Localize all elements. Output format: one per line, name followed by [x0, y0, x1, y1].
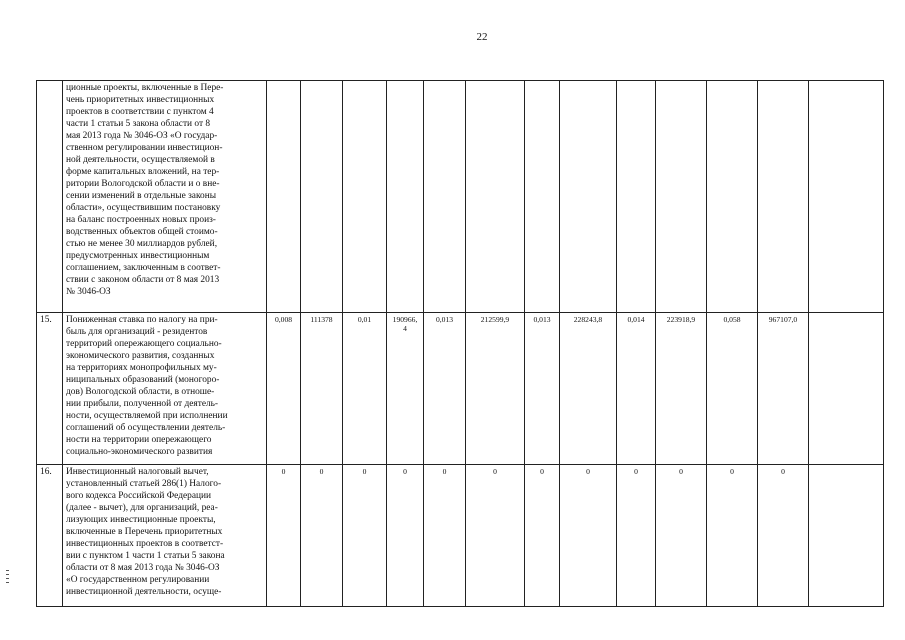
value-cell: 0 [758, 465, 809, 607]
value-cell: 190966, 4 [387, 313, 424, 465]
value-cell: 0 [560, 465, 617, 607]
value-cell: 0 [424, 465, 466, 607]
value-cell [809, 81, 884, 313]
value-cell [343, 81, 387, 313]
tax-benefits-table [36, 80, 884, 607]
row-index [37, 81, 63, 313]
page-number: 22 [476, 31, 488, 43]
value-cell: 0 [466, 465, 525, 607]
value-cell: 111378 [301, 313, 343, 465]
row-description: Инвестиционный налоговый вычет, установленный статьей 286(1) Налого- вого кодекса Российской Федерации (далее - вычет), для организаций, реа- лизующих инвестиционные проекты, включенные в Перечень приоритетных инвестиционных проектов в соответст- вии с пунктом 1 части 1 статьи 5 закона области от 8 мая 2013 года № 3046-ОЗ «О государственном регулировании инвестиционной деятельности, осуще- [63, 465, 267, 607]
value-cell [525, 81, 560, 313]
value-cell [301, 81, 343, 313]
table-row [37, 313, 884, 465]
value-cell: 0,01 [343, 313, 387, 465]
value-cell: 0,013 [424, 313, 466, 465]
value-cell: 212599,9 [466, 313, 525, 465]
value-cell: 228243,8 [560, 313, 617, 465]
value-cell [707, 81, 758, 313]
value-cell: 0 [301, 465, 343, 607]
row-description: ционные проекты, включенные в Пере- чень приоритетных инвестиционных проектов в соответствии с пунктом 4 части 1 статьи 5 закона области от 8 мая 2013 года № 3046-ОЗ «О государ- ственном регулировании инвестицион- ной деятельности, осуществляемой в форме капитальных вложений, на тер- ритории Вологодской области и о вне- сении изменений в отдельные законы области», осуществившим постановку на баланс построенных новых произ- водственных объектов общей стоимо- стью не менее 30 миллиардов рублей, предусмотренных инвестиционным соглашением, заключенным в соответ- ствии с законом области от 8 мая 2013 № 3046-ОЗ [63, 81, 267, 313]
value-cell [387, 81, 424, 313]
value-cell [758, 81, 809, 313]
value-cell [809, 313, 884, 465]
value-cell [267, 81, 301, 313]
value-cell: 223918,9 [656, 313, 707, 465]
value-cell: 0,014 [617, 313, 656, 465]
value-cell [466, 81, 525, 313]
value-cell: 0,008 [267, 313, 301, 465]
value-cell: 0 [343, 465, 387, 607]
value-cell: 0 [656, 465, 707, 607]
value-cell: 0 [387, 465, 424, 607]
value-cell: 0 [267, 465, 301, 607]
row-index: 16. [37, 465, 63, 607]
value-cell: 967107,0 [758, 313, 809, 465]
table-row [37, 465, 884, 607]
value-cell [656, 81, 707, 313]
value-cell [809, 465, 884, 607]
row-index: 15. [37, 313, 63, 465]
value-cell: 0,058 [707, 313, 758, 465]
value-cell [560, 81, 617, 313]
table-row [37, 81, 884, 313]
value-cell [424, 81, 466, 313]
value-cell: 0 [617, 465, 656, 607]
binding-marks [6, 570, 9, 586]
value-cell: 0,013 [525, 313, 560, 465]
value-cell: 0 [525, 465, 560, 607]
value-cell [617, 81, 656, 313]
value-cell: 0 [707, 465, 758, 607]
row-description: Пониженная ставка по налогу на при- быль для организаций - резидентов территорий опережающего социально- экономического развития, созданных на территориях монопрофильных му- ниципальных образований (моногоро- дов) Вологодской области, в отноше- нии прибыли, полученной от деятель- ности, осуществляемой при исполнении соглашений об осуществлении деятель- ности на территории опережающего социально-экономического развития [63, 313, 267, 465]
